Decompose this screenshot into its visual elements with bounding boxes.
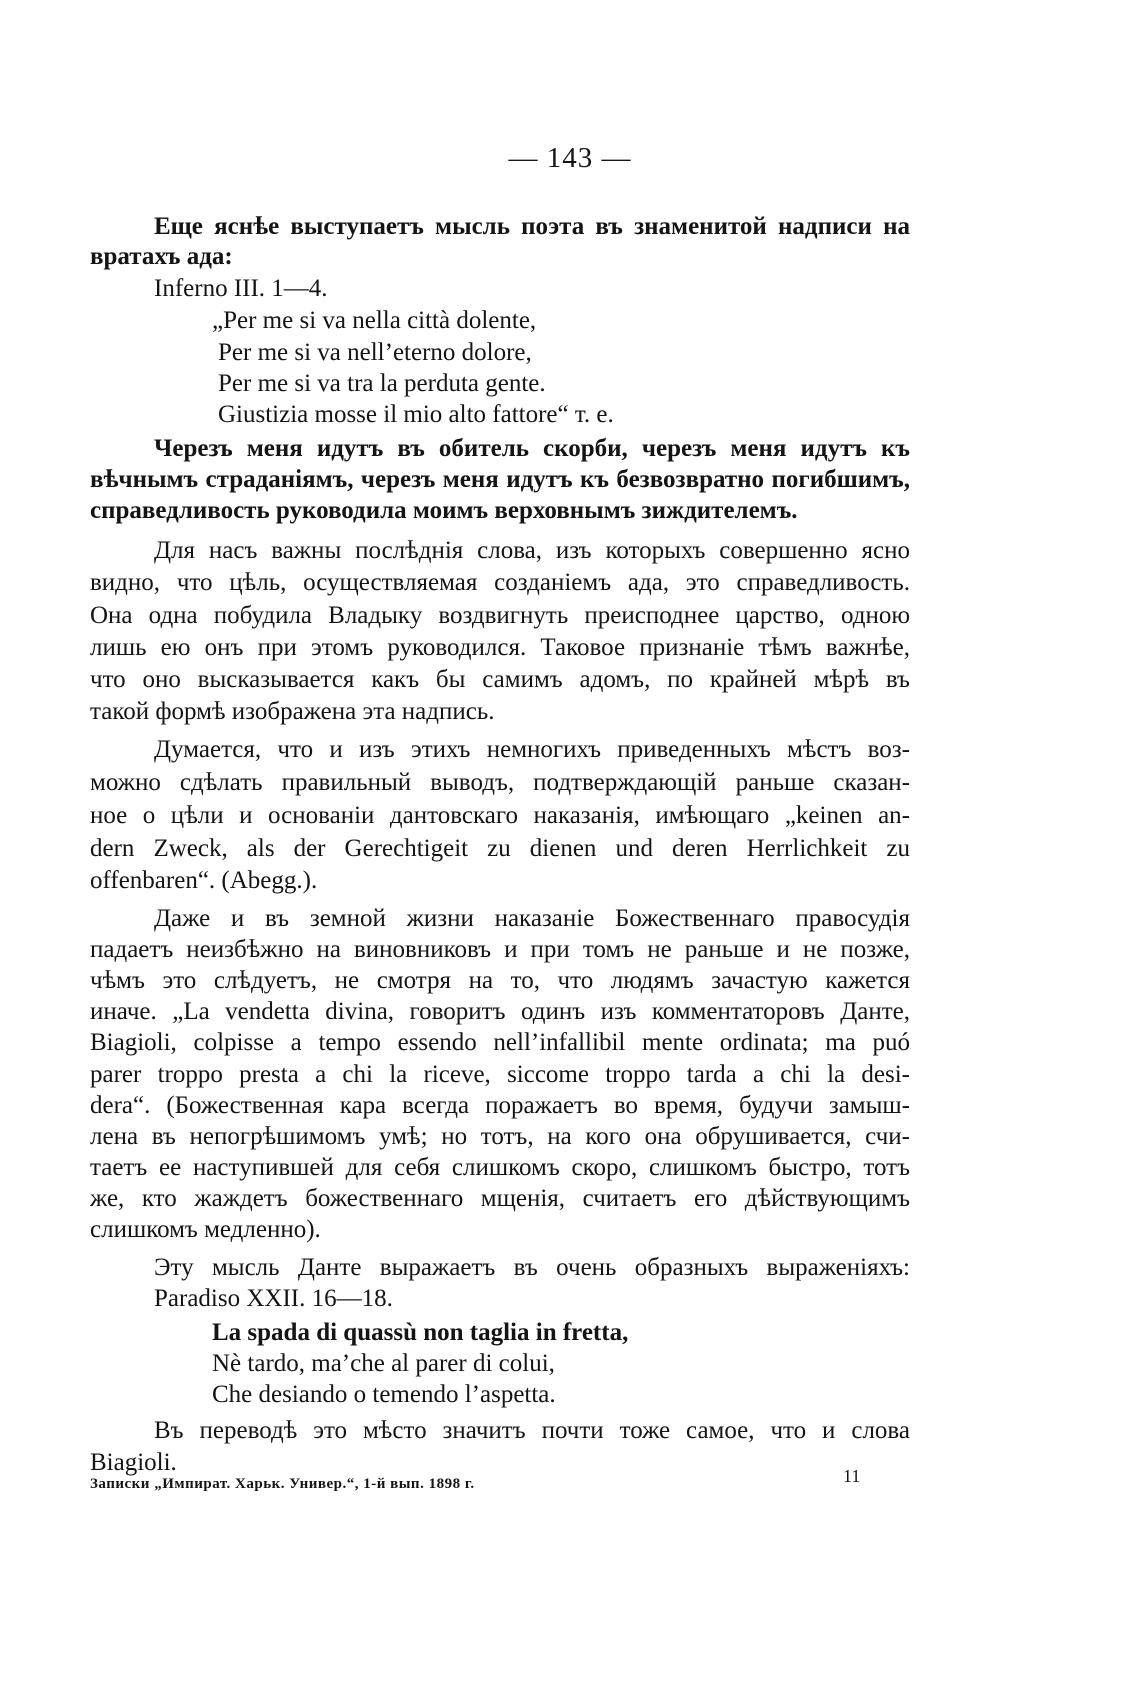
paragraph-4-line-1: Думается, что и изъ этихъ немногихъ приведенныхъ мѣстъ воз-: [154, 736, 910, 763]
paragraph-5-line-5: Biagioli, colpisse a tempo essendo nell’infallibil mente ordinata; ma puó: [90, 1029, 910, 1056]
paragraph-5-line-8: лена въ непогрѣшимомъ умѣ; но тотъ, на кого она обрушивается, счи-: [90, 1123, 910, 1150]
inferno-verse-2: Per me si va nell’eterno dolore,: [218, 339, 532, 366]
paragraph-5-line-6: parer troppo presta a chi la riceve, siccome troppo tarda a chi la desi-: [90, 1061, 910, 1088]
paragraph-5-line-2: падаетъ неизбѣжно на виновниковъ и при томъ не раньше и не позже,: [90, 936, 910, 963]
paragraph-3-line-1: Для насъ важны послѣднія слова, изъ которыхъ совершенно ясно: [154, 537, 910, 564]
paragraph-2-line-1: Черезъ меня идутъ въ обитель скорби, черезъ меня идутъ къ: [154, 435, 910, 462]
paradiso-verse-1: La spada di quassù non taglia in fretta,: [212, 1319, 629, 1346]
paragraph-3-line-2: видно, что цѣль, осуществляемая созданіемъ ада, это справедливость.: [90, 569, 910, 596]
paragraph-4-line-5: offenbaren“. (Abegg.).: [90, 867, 318, 894]
paragraph-3-line-3: Она одна побудила Владыку воздвигнуть преисподнее царство, одною: [90, 602, 910, 629]
paragraph-2-line-3: справедливость руководила моимъ верховнымъ зиждителемъ.: [90, 497, 798, 524]
paragraph-1-line-1: Еще яснѣе выступаетъ мысль поэта въ знаменитой надписи на: [154, 213, 910, 240]
paragraph-3-line-4: лишь ею онъ при этомъ руководился. Таковое признаніе тѣмъ важнѣе,: [90, 634, 910, 661]
paragraph-5-line-10: же, кто жаждетъ божественнаго мщенія, считаетъ его дѣйствующимъ: [90, 1185, 910, 1212]
paragraph-7-line-1: Въ переводѣ это мѣсто значитъ почти тоже самое, что и слова: [154, 1417, 910, 1444]
paragraph-4-line-2: можно сдѣлать правильный выводъ, подтверждающій раньше сказан-: [90, 769, 910, 796]
paradiso-verse-2: Nè tardo, ma’che al parer di colui,: [212, 1350, 555, 1377]
paragraph-5-line-3: чѣмъ это слѣдуетъ, не смотря на то, что людямъ зачастую кажется: [90, 967, 910, 994]
paragraph-2-line-2: вѣчнымъ страданіямъ, черезъ меня идутъ къ безвозвратно погибшимъ,: [90, 466, 910, 493]
paragraph-6-line-1: Эту мысль Данте выражаетъ въ очень образныхъ выраженіяхъ:: [154, 1254, 910, 1281]
inferno-verse-1: „Per me si va nella città dolente,: [212, 307, 537, 334]
paragraph-3-line-6: такой формѣ изображена эта надпись.: [90, 698, 495, 725]
paragraph-4-line-3: ное о цѣли и основаніи дантовскаго наказанія, имѣющаго „keinen an-: [90, 802, 910, 829]
paragraph-5-line-7: dera“. (Божественная кара всегда поражаетъ во время, будучи замыш-: [90, 1092, 910, 1119]
paragraph-5-line-9: таетъ ее наступившей для себя слишкомъ скоро, слишкомъ быстро, тотъ: [90, 1154, 910, 1181]
paradiso-reference: Paradiso XXII. 16—18.: [154, 1285, 393, 1312]
paradiso-verse-3: Che desiando o temendo l’aspetta.: [212, 1381, 556, 1408]
paragraph-5-line-1: Даже и въ земной жизни наказаніе Божественнаго правосудія: [154, 905, 910, 932]
paragraph-5-line-4: иначе. „La vendetta divina, говоритъ одинъ изъ комментаторовъ Данте,: [90, 998, 910, 1025]
paragraph-3-line-5: что оно высказывается какъ бы самимъ адомъ, по крайней мѣрѣ въ: [90, 666, 910, 693]
inferno-verse-3: Per me si va tra la perduta gente.: [218, 370, 546, 397]
signature-mark: 11: [843, 1466, 861, 1486]
paragraph-4-line-4: dern Zweck, als der Gerechtigeit zu dienen und deren Herrlichkeit zu: [90, 835, 910, 862]
page-number: — 143 —: [508, 142, 632, 174]
inferno-verse-4: Giustizia mosse il mio alto fattore“ т. е.: [218, 401, 614, 428]
inferno-reference: Inferno III. 1—4.: [154, 275, 328, 302]
paragraph-5-line-11: слишкомъ медленно).: [90, 1216, 321, 1243]
paragraph-1-line-2: вратахъ ада:: [90, 243, 233, 270]
paragraph-7-line-2: Biagioli.: [90, 1449, 177, 1476]
footer-publication-note: Записки „Импират. Харьк. Универ.“, 1-й вып. 1898 г.: [90, 1476, 475, 1492]
